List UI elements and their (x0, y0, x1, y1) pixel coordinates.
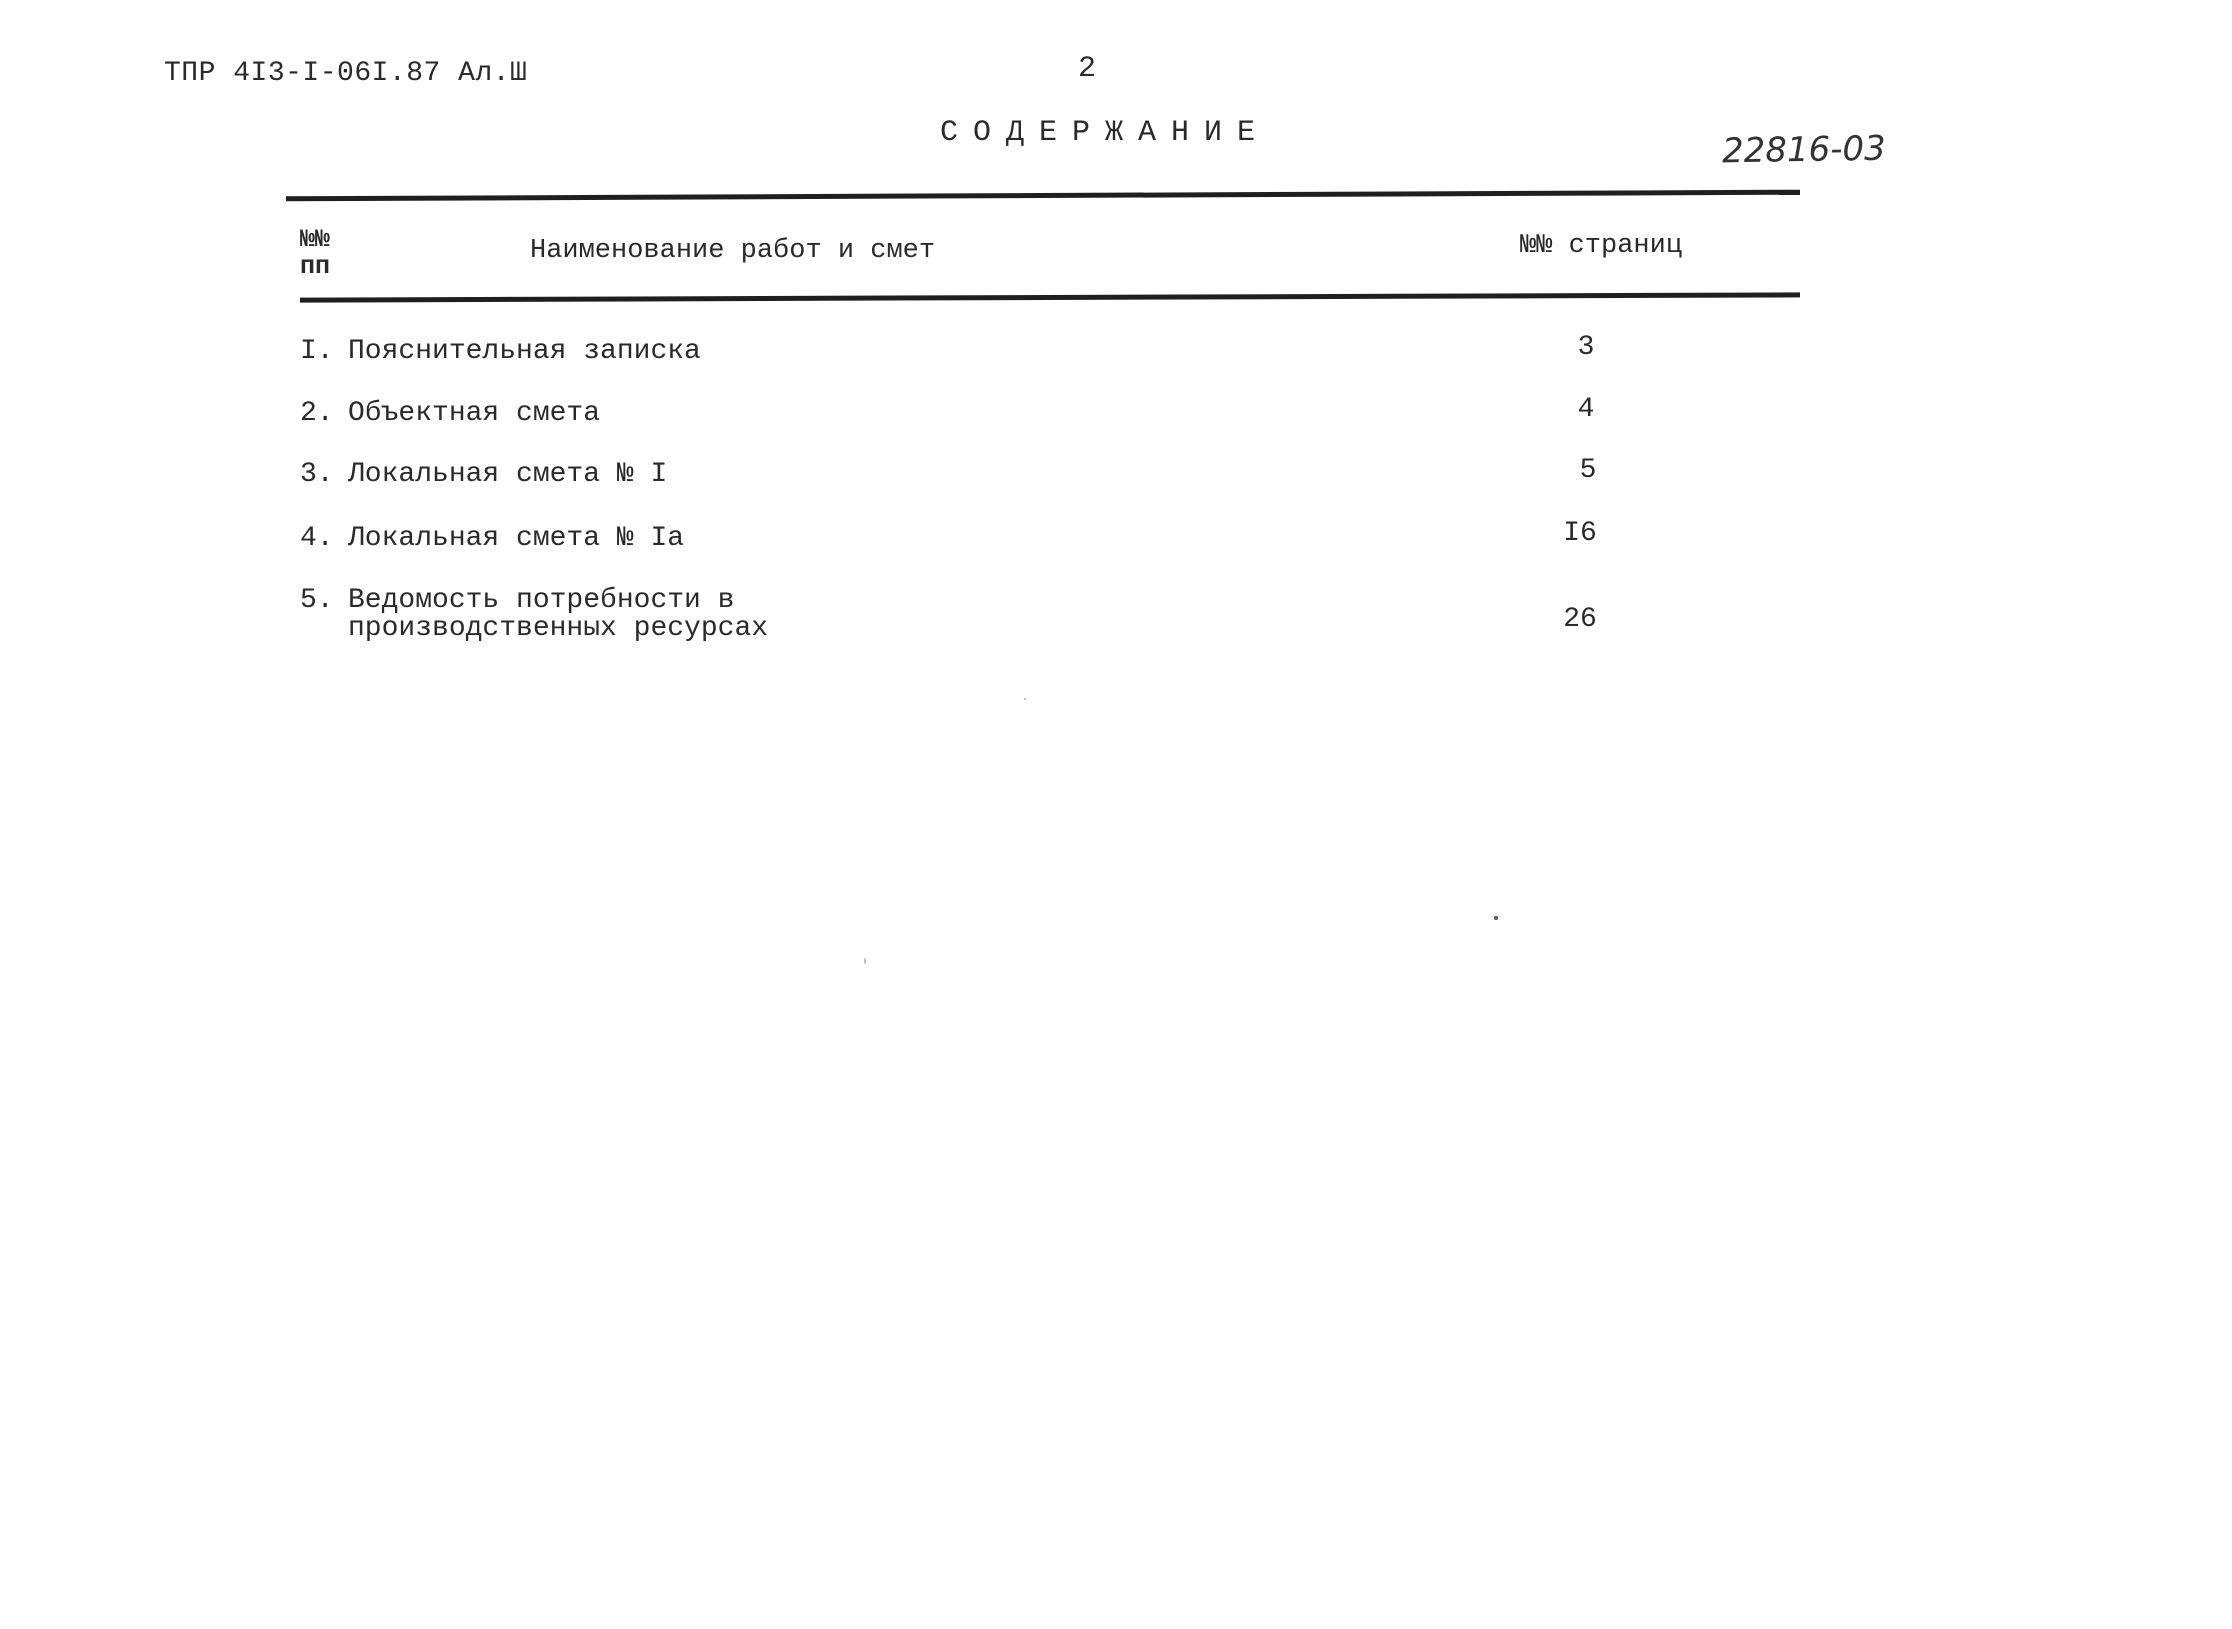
row-number: 3. (300, 459, 334, 490)
column-header-number-line2: пп (300, 252, 331, 281)
table-row (300, 400, 600, 428)
row-name-line1: Локальная смета № Iа (348, 523, 685, 554)
row-number: 5. (300, 585, 334, 616)
scan-speck (1494, 916, 1498, 920)
row-name-line1: Ведомость потребности в (348, 585, 735, 616)
row-name-line1: Объектная смета (348, 398, 601, 429)
table-row (300, 338, 701, 366)
page-number: 2 (1078, 52, 1097, 86)
column-header-number-line1: №№ (300, 225, 331, 254)
row-name (348, 587, 768, 643)
table-header-rule (300, 292, 1800, 302)
row-name (348, 461, 667, 489)
row-page: 26 (1563, 604, 1597, 635)
table-top-rule (286, 190, 1800, 202)
table-row (300, 525, 684, 553)
row-page: I6 (1563, 518, 1597, 549)
row-name (348, 525, 684, 553)
row-name-line1: Локальная смета № I (348, 459, 668, 490)
row-page: 3 (1577, 332, 1595, 363)
row-page: 4 (1577, 394, 1595, 425)
row-name (348, 400, 600, 428)
row-name (348, 338, 701, 366)
column-header-number (300, 226, 330, 280)
row-name-line2: производственных ресурсах (348, 613, 769, 644)
document-code: ТПР 4I3-I-06I.87 Ал.Ш (164, 58, 528, 89)
table-row (300, 461, 667, 489)
row-number: I. (300, 336, 334, 367)
row-page: 5 (1579, 455, 1597, 486)
scan-speck (1024, 698, 1026, 700)
archive-number-handwritten: 22816-03 (1721, 128, 1887, 172)
page-title: СОДЕРЖАНИЕ (940, 116, 1271, 150)
table-row (300, 587, 768, 643)
row-name-line1: Пояснительная записка (348, 336, 701, 367)
column-header-pages: №№ страниц (1520, 231, 1683, 261)
row-number: 2. (300, 398, 334, 429)
scan-speck (864, 958, 866, 964)
row-number: 4. (300, 523, 334, 554)
column-header-name: Наименование работ и смет (530, 236, 936, 266)
